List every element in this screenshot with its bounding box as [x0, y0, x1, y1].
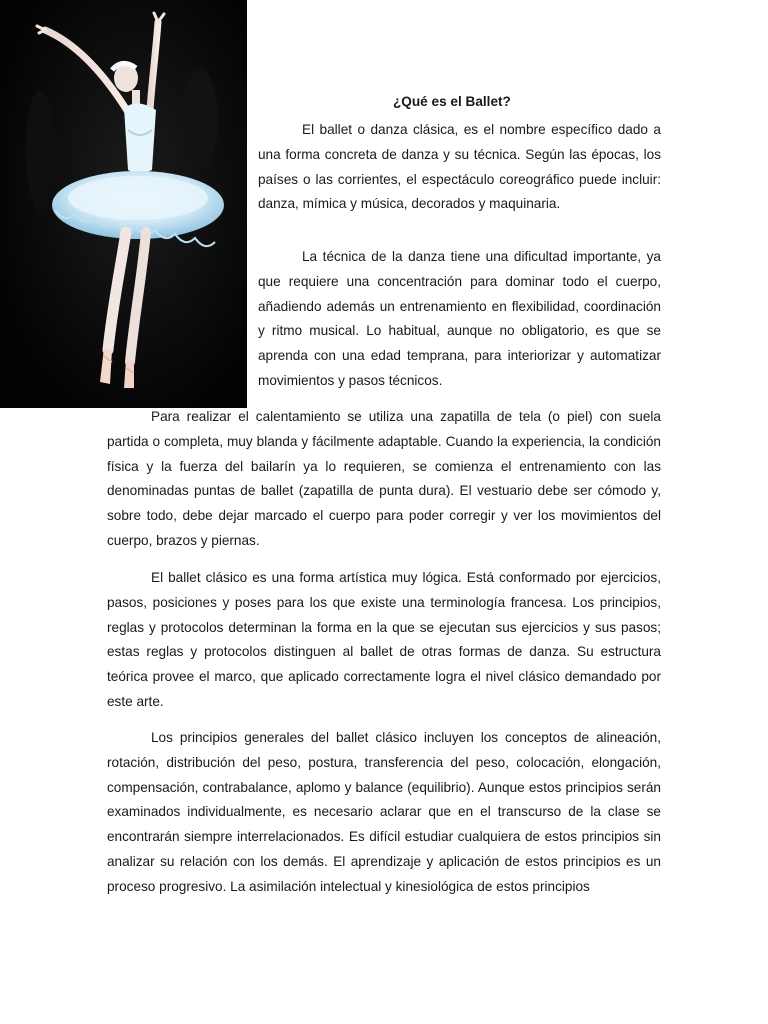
ballerina-illustration	[0, 0, 247, 408]
paragraph-1: El ballet o danza clásica, es el nombre específico dado a una forma concreta de danza y su técnica. Según las épocas, los países o las corrientes, el espectáculo coreográfico puede incluir: danza, mímica y música, decorados y maquinaria.	[258, 122, 661, 212]
paragraph-3: Para realizar el calentamiento se utiliza una zapatilla de tela (o piel) con suela partida o completa, muy blanda y fácilmente adaptable. Cuando la experiencia, la condición física y la fuerza del bailarín ya lo requieren, se comienza el entrenamiento con las denominadas puntas de ballet (zapatilla de punta dura). El vestuario debe ser cómodo y, sobre todo, debe dejar marcado el cuerpo para poder corregir y ver los movimientos del cuerpo, brazos y piernas.	[107, 409, 661, 548]
paragraph-5: Los principios generales del ballet clásico incluyen los conceptos de alineación, rotación, distribución del peso, postura, transferencia del peso, colocación, elongación, compensación, contrabalance, aplomo y balance (equilibrio). Aunque estos principios serán examinados individualmente, es necesario aclarar que en el transcurso de la clase se encontrarán siempre interrelacionados. Es difícil estudiar cualquiera de estos principios sin analizar su relación con los demás. El aprendizaje y aplicación de estos principios es un proceso progresivo. La asimilación intelectual y kinesiológica de estos principios	[107, 730, 661, 894]
paragraph-4: El ballet clásico es una forma artística muy lógica. Está conformado por ejercicios, pasos, posiciones y poses para los que existe una terminología francesa. Los principios, reglas y protocolos determinan la forma en la que se ejecutan sus ejercicios y sus pasos; estas reglas y protocolos distinguen al ballet de otras formas de danza. Su estructura teórica provee el marco, que aplicado correctamente logra el nivel clásico demandado por este arte.	[107, 570, 661, 709]
page-title: ¿Qué es el Ballet?	[393, 94, 511, 109]
ballerina-photo	[0, 0, 247, 408]
paragraph-2: La técnica de la danza tiene una dificultad importante, ya que requiere una concentración para dominar todo el cuerpo, añadiendo además un entrenamiento en flexibilidad, coordinación y ritmo musical. Lo habitual, aunque no obligatorio, es que se aprenda con una edad temprana, para interiorizar y automatizar movimientos y pasos técnicos.	[258, 249, 661, 388]
